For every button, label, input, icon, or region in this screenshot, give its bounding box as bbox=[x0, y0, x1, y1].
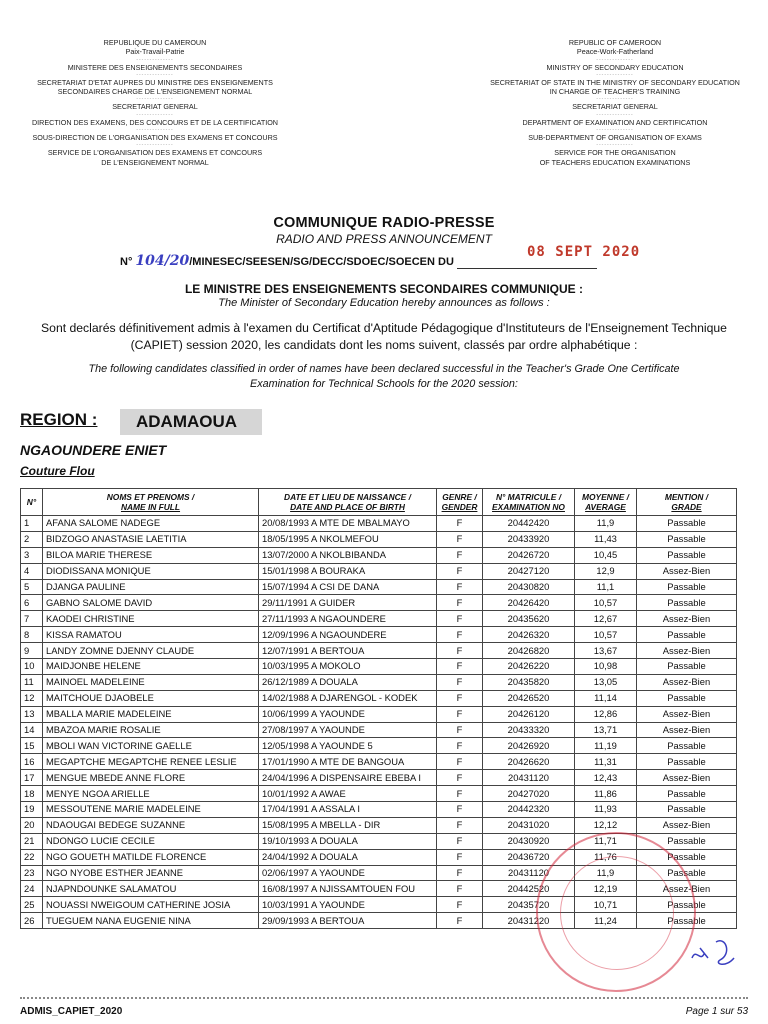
gender: F bbox=[437, 770, 483, 786]
table-row bbox=[21, 706, 737, 722]
separator: -------------- bbox=[596, 142, 634, 149]
average: 11,1 bbox=[575, 579, 637, 595]
col-average-en: AVERAGE bbox=[585, 502, 626, 512]
average: 11,31 bbox=[575, 754, 637, 770]
grade: Passable bbox=[637, 627, 737, 643]
col-average bbox=[575, 489, 637, 516]
candidate-name: MENYE NGOA ARIELLE bbox=[43, 786, 259, 802]
minister-fr: LE MINISTRE DES ENSEIGNEMENTS SECONDAIRES COMMUNIQUE : bbox=[184, 282, 584, 296]
candidate-name: GABNO SALOME DAVID bbox=[43, 595, 259, 611]
exam-number: 20426120 bbox=[483, 706, 575, 722]
candidate-name: MBOLI WAN VICTORINE GAELLE bbox=[43, 738, 259, 754]
col-grade bbox=[637, 489, 737, 516]
gender: F bbox=[437, 516, 483, 532]
exam-number: 20435720 bbox=[483, 897, 575, 913]
gender: F bbox=[437, 722, 483, 738]
col-gender-en: GENDER bbox=[441, 502, 478, 512]
average: 10,98 bbox=[575, 659, 637, 675]
table-row bbox=[21, 579, 737, 595]
birth-date-place: 15/07/1994 A CSI DE DANA bbox=[259, 579, 437, 595]
birth-date-place: 10/03/1995 A MOKOLO bbox=[259, 659, 437, 675]
service-en-2: OF TEACHERS EDUCATION EXAMINATIONS bbox=[539, 157, 691, 167]
average: 12,12 bbox=[575, 817, 637, 833]
average: 11,19 bbox=[575, 738, 637, 754]
row-number: 1 bbox=[21, 516, 43, 532]
candidate-name: LANDY ZOMNE DJENNY CLAUDE bbox=[43, 643, 259, 659]
grade: Assez-Bien bbox=[637, 881, 737, 897]
table-row bbox=[21, 674, 737, 690]
separator: -------------- bbox=[596, 111, 634, 118]
exam-number: 20426920 bbox=[483, 738, 575, 754]
exam-number: 20436720 bbox=[483, 849, 575, 865]
birth-date-place: 15/08/1995 A MBELLA - DIR bbox=[259, 817, 437, 833]
exam-number: 20433320 bbox=[483, 722, 575, 738]
header-english bbox=[470, 38, 760, 167]
grade: Assez-Bien bbox=[637, 770, 737, 786]
col-name-fr: NOMS ET PRENOMS / bbox=[106, 492, 195, 502]
ref-number: 104/20 bbox=[135, 253, 190, 269]
table-row bbox=[21, 627, 737, 643]
gender: F bbox=[437, 627, 483, 643]
row-number: 7 bbox=[21, 611, 43, 627]
table-row bbox=[21, 817, 737, 833]
gender: F bbox=[437, 913, 483, 929]
grade: Passable bbox=[637, 738, 737, 754]
row-number: 17 bbox=[21, 770, 43, 786]
separator: -------------- bbox=[596, 127, 634, 134]
exam-number: 20431220 bbox=[483, 913, 575, 929]
exam-number: 20426220 bbox=[483, 659, 575, 675]
average: 12,19 bbox=[575, 881, 637, 897]
average: 10,57 bbox=[575, 595, 637, 611]
table-row bbox=[21, 531, 737, 547]
secretariat-state-fr-2: SECONDAIRES CHARGE DE L'ENSEIGNEMENT NORMAL bbox=[57, 87, 253, 97]
row-number: 11 bbox=[21, 674, 43, 690]
average: 11,71 bbox=[575, 833, 637, 849]
gender: F bbox=[437, 563, 483, 579]
secretariat-state-en-1: SECRETARIAT OF STATE IN THE MINISTRY OF SECONDARY EDUCATION bbox=[490, 77, 740, 87]
birth-date-place: 27/11/1993 A NGAOUNDERE bbox=[259, 611, 437, 627]
candidate-name: TUEGUEM NANA EUGENIE NINA bbox=[43, 913, 259, 929]
birth-date-place: 24/04/1992 A DOUALA bbox=[259, 849, 437, 865]
announcement-fr: Sont declarés définitivement admis à l'examen du Certificat d'Aptitude Pédagogique d'Instituteurs de l'Enseignement Technique (CAPIET) session 2020, les candidats dont les noms suivent, classés par ordre alphabétique : bbox=[41, 321, 727, 352]
row-number: 6 bbox=[21, 595, 43, 611]
birth-date-place: 17/04/1991 A ASSALA I bbox=[259, 802, 437, 818]
average: 10,71 bbox=[575, 897, 637, 913]
gender: F bbox=[437, 547, 483, 563]
table-row bbox=[21, 547, 737, 563]
ministry-en: MINISTRY OF SECONDARY EDUCATION bbox=[546, 62, 684, 72]
republic-fr: REPUBLIQUE DU CAMEROUN bbox=[103, 38, 207, 47]
row-number: 8 bbox=[21, 627, 43, 643]
col-dob-fr: DATE ET LIEU DE NAISSANCE / bbox=[284, 492, 411, 502]
gender: F bbox=[437, 674, 483, 690]
col-grade-en: GRADE bbox=[671, 502, 702, 512]
separator: -------------- bbox=[596, 71, 634, 78]
exam-number: 20426820 bbox=[483, 643, 575, 659]
ministry-fr: MINISTERE DES ENSEIGNEMENTS SECONDAIRES bbox=[67, 62, 243, 72]
candidate-name: AFANA SALOME NADEGE bbox=[43, 516, 259, 532]
birth-date-place: 20/08/1993 A MTE DE MBALMAYO bbox=[259, 516, 437, 532]
exam-number: 20426620 bbox=[483, 754, 575, 770]
average: 11,24 bbox=[575, 913, 637, 929]
birth-date-place: 16/08/1997 A NJISSAMTOUEN FOU bbox=[259, 881, 437, 897]
exam-number: 20426720 bbox=[483, 547, 575, 563]
row-number: 15 bbox=[21, 738, 43, 754]
birth-date-place: 29/09/1993 A BERTOUA bbox=[259, 913, 437, 929]
row-number: 2 bbox=[21, 531, 43, 547]
col-name-en: NAME IN FULL bbox=[120, 502, 181, 512]
exam-number: 20431020 bbox=[483, 817, 575, 833]
minister-en: The Minister of Secondary Education hereby announces as follows : bbox=[218, 297, 550, 309]
row-number: 21 bbox=[21, 833, 43, 849]
separator: -------------- bbox=[136, 142, 174, 149]
table-row bbox=[21, 738, 737, 754]
candidate-name: MBAZOA MARIE ROSALIE bbox=[43, 722, 259, 738]
grade: Assez-Bien bbox=[637, 817, 737, 833]
speciality: Couture Flou bbox=[20, 464, 95, 478]
row-number: 9 bbox=[21, 643, 43, 659]
gender: F bbox=[437, 659, 483, 675]
grade: Passable bbox=[637, 802, 737, 818]
gender: F bbox=[437, 754, 483, 770]
candidate-name: NGO NYOBE ESTHER JEANNE bbox=[43, 865, 259, 881]
average: 11,14 bbox=[575, 690, 637, 706]
grade: Passable bbox=[637, 754, 737, 770]
row-number: 23 bbox=[21, 865, 43, 881]
sub-department-en: SUB-DEPARTMENT OF ORGANISATION OF EXAMS bbox=[528, 133, 702, 143]
table-row bbox=[21, 611, 737, 627]
col-name bbox=[43, 489, 259, 516]
grade: Passable bbox=[637, 595, 737, 611]
col-gender-fr: GENRE / bbox=[442, 492, 477, 502]
birth-date-place: 17/01/1990 A MTE DE BANGOUA bbox=[259, 754, 437, 770]
candidate-name: DJANGA PAULINE bbox=[43, 579, 259, 595]
row-number: 12 bbox=[21, 690, 43, 706]
candidate-name: MAINOEL MADELEINE bbox=[43, 674, 259, 690]
average: 12,9 bbox=[575, 563, 637, 579]
table-row bbox=[21, 786, 737, 802]
birth-date-place: 12/09/1996 A NGAOUNDERE bbox=[259, 627, 437, 643]
service-en-1: SERVICE FOR THE ORGANISATION bbox=[554, 148, 676, 158]
gender: F bbox=[437, 531, 483, 547]
grade: Assez-Bien bbox=[637, 674, 737, 690]
ref-body: /MINESEC/SEESEN/SG/DECC/SDOEC/SOECEN bbox=[189, 256, 435, 268]
table-row bbox=[21, 659, 737, 675]
row-number: 3 bbox=[21, 547, 43, 563]
grade: Passable bbox=[637, 897, 737, 913]
grade: Passable bbox=[637, 579, 737, 595]
exam-number: 20442320 bbox=[483, 802, 575, 818]
separator: -------------- bbox=[136, 111, 174, 118]
birth-date-place: 15/01/1998 A BOURAKA bbox=[259, 563, 437, 579]
page-subtitle: RADIO AND PRESS ANNOUNCEMENT bbox=[276, 232, 492, 246]
table-header-row bbox=[21, 489, 737, 516]
candidate-name: KISSA RAMATOU bbox=[43, 627, 259, 643]
table-row bbox=[21, 754, 737, 770]
gender: F bbox=[437, 595, 483, 611]
gender: F bbox=[437, 881, 483, 897]
exam-number: 20426420 bbox=[483, 595, 575, 611]
gender: F bbox=[437, 897, 483, 913]
grade: Assez-Bien bbox=[637, 706, 737, 722]
grade: Assez-Bien bbox=[637, 643, 737, 659]
table-row bbox=[21, 516, 737, 532]
reference-line bbox=[120, 253, 597, 269]
table-row bbox=[21, 770, 737, 786]
row-number: 22 bbox=[21, 849, 43, 865]
birth-date-place: 12/07/1991 A BERTOUA bbox=[259, 643, 437, 659]
table-row bbox=[21, 802, 737, 818]
footer-divider bbox=[20, 997, 748, 999]
row-number: 18 bbox=[21, 786, 43, 802]
grade: Passable bbox=[637, 833, 737, 849]
table-row bbox=[21, 690, 737, 706]
gender: F bbox=[437, 643, 483, 659]
col-dob bbox=[259, 489, 437, 516]
exam-number: 20431120 bbox=[483, 770, 575, 786]
grade: Assez-Bien bbox=[637, 722, 737, 738]
separator: -------------- bbox=[596, 56, 634, 63]
row-number: 25 bbox=[21, 897, 43, 913]
col-no: N° bbox=[21, 489, 43, 516]
grade: Assez-Bien bbox=[637, 611, 737, 627]
exam-number: 20435620 bbox=[483, 611, 575, 627]
signature-mark bbox=[686, 928, 756, 972]
secretariat-general-fr: SECRETARIAT GENERAL bbox=[112, 102, 198, 112]
row-number: 13 bbox=[21, 706, 43, 722]
grade: Passable bbox=[637, 547, 737, 563]
gender: F bbox=[437, 849, 483, 865]
average: 12,86 bbox=[575, 706, 637, 722]
birth-date-place: 10/06/1999 A YAOUNDE bbox=[259, 706, 437, 722]
grade: Passable bbox=[637, 531, 737, 547]
candidate-name: MENGUE MBEDE ANNE FLORE bbox=[43, 770, 259, 786]
grade: Passable bbox=[637, 786, 737, 802]
official-stamp bbox=[536, 832, 696, 992]
average: 13,67 bbox=[575, 643, 637, 659]
average: 11,93 bbox=[575, 802, 637, 818]
exam-number: 20426520 bbox=[483, 690, 575, 706]
average: 11,76 bbox=[575, 849, 637, 865]
gender: F bbox=[437, 802, 483, 818]
direction-fr: DIRECTION DES EXAMENS, DES CONCOURS ET DE LA CERTIFICATION bbox=[31, 117, 278, 127]
separator: -------------- bbox=[136, 96, 174, 103]
secretariat-state-fr-1: SECRETARIAT D'ETAT AUPRES DU MINISTRE DES ENSEIGNEMENTS bbox=[37, 77, 273, 87]
birth-date-place: 14/02/1988 A DJARENGOL - KODEK bbox=[259, 690, 437, 706]
candidate-name: MESSOUTENE MARIE MADELEINE bbox=[43, 802, 259, 818]
birth-date-place: 10/03/1991 A YAOUNDE bbox=[259, 897, 437, 913]
motto-en: Peace-Work-Fatherland bbox=[576, 47, 654, 57]
average: 11,9 bbox=[575, 865, 637, 881]
gender: F bbox=[437, 833, 483, 849]
exam-number: 20442520 bbox=[483, 881, 575, 897]
birth-date-place: 19/10/1993 A DOUALA bbox=[259, 833, 437, 849]
gender: F bbox=[437, 738, 483, 754]
grade: Passable bbox=[637, 913, 737, 929]
birth-date-place: 26/12/1989 A DOUALA bbox=[259, 674, 437, 690]
row-number: 4 bbox=[21, 563, 43, 579]
col-gender bbox=[437, 489, 483, 516]
title-block bbox=[0, 215, 768, 246]
exam-number: 20435820 bbox=[483, 674, 575, 690]
average: 10,45 bbox=[575, 547, 637, 563]
separator: -------------- bbox=[136, 71, 174, 78]
average: 12,43 bbox=[575, 770, 637, 786]
region-name: ADAMAOUA bbox=[120, 409, 262, 435]
gender: F bbox=[437, 611, 483, 627]
stamp-inner-ring bbox=[560, 856, 674, 970]
exam-number: 20431120 bbox=[483, 865, 575, 881]
grade: Passable bbox=[637, 690, 737, 706]
candidate-name: BILOA MARIE THERESE bbox=[43, 547, 259, 563]
grade: Passable bbox=[637, 849, 737, 865]
average: 12,67 bbox=[575, 611, 637, 627]
table-row bbox=[21, 722, 737, 738]
birth-date-place: 13/07/2000 A NKOLBIBANDA bbox=[259, 547, 437, 563]
table-row bbox=[21, 643, 737, 659]
exam-number: 20427120 bbox=[483, 563, 575, 579]
sub-direction-fr: SOUS-DIRECTION DE L'ORGANISATION DES EXAMENS ET CONCOURS bbox=[32, 133, 278, 143]
announcement-en: The following candidates classified in order of names have been declared successful in the Teacher's Grade One Certificate Examination for Technical Schools for the 2020 session: bbox=[88, 363, 680, 390]
region-label: REGION : bbox=[20, 410, 98, 429]
service-fr-1: SERVICE DE L'ORGANISATION DES EXAMENS ET CONCOURS bbox=[47, 148, 263, 158]
row-number: 16 bbox=[21, 754, 43, 770]
birth-date-place: 12/05/1998 A YAOUNDE 5 bbox=[259, 738, 437, 754]
footer-document-id: ADMIS_CAPIET_2020 bbox=[20, 1006, 123, 1017]
candidate-name: MEGAPTCHE MEGAPTCHE RENEE LESLIE bbox=[43, 754, 259, 770]
birth-date-place: 29/11/1991 A GUIDER bbox=[259, 595, 437, 611]
candidate-name: KAODEI CHRISTINE bbox=[43, 611, 259, 627]
birth-date-place: 02/06/1997 A YAOUNDE bbox=[259, 865, 437, 881]
exam-number: 20430820 bbox=[483, 579, 575, 595]
row-number: 5 bbox=[21, 579, 43, 595]
exam-number: 20427020 bbox=[483, 786, 575, 802]
gender: F bbox=[437, 706, 483, 722]
candidate-name: NJAPNDOUNKE SALAMATOU bbox=[43, 881, 259, 897]
gender: F bbox=[437, 690, 483, 706]
row-number: 20 bbox=[21, 817, 43, 833]
table-row bbox=[21, 595, 737, 611]
footer-page-number: Page 1 sur 53 bbox=[685, 1006, 748, 1017]
average: 11,43 bbox=[575, 531, 637, 547]
grade: Passable bbox=[637, 659, 737, 675]
exam-number: 20426320 bbox=[483, 627, 575, 643]
average: 10,57 bbox=[575, 627, 637, 643]
col-matricule-en: EXAMINATION NO bbox=[492, 502, 565, 512]
average: 13,71 bbox=[575, 722, 637, 738]
ref-prefix: N° bbox=[120, 256, 133, 268]
separator: -------------- bbox=[136, 56, 174, 63]
col-matricule bbox=[483, 489, 575, 516]
gender: F bbox=[437, 786, 483, 802]
motto-fr: Paix-Travail-Patrie bbox=[125, 47, 185, 57]
separator: -------------- bbox=[136, 127, 174, 134]
average: 13,05 bbox=[575, 674, 637, 690]
birth-date-place: 27/08/1997 A YAOUNDE bbox=[259, 722, 437, 738]
row-number: 14 bbox=[21, 722, 43, 738]
department-en: DEPARTMENT OF EXAMINATION AND CERTIFICATION bbox=[522, 117, 708, 127]
minister-statement bbox=[0, 282, 768, 309]
candidate-name: MAITCHOUE DJAOBELE bbox=[43, 690, 259, 706]
candidate-name: DIODISSANA MONIQUE bbox=[43, 563, 259, 579]
col-grade-fr: MENTION / bbox=[664, 492, 709, 502]
average: 11,9 bbox=[575, 516, 637, 532]
exam-centre: NGAOUNDERE ENIET bbox=[20, 442, 167, 458]
grade: Assez-Bien bbox=[637, 563, 737, 579]
candidate-name: MAIDJONBE HELENE bbox=[43, 659, 259, 675]
gender: F bbox=[437, 817, 483, 833]
gender: F bbox=[437, 865, 483, 881]
average: 11,86 bbox=[575, 786, 637, 802]
col-matricule-fr: N° MATRICULE / bbox=[495, 492, 562, 502]
ref-du: DU bbox=[438, 256, 454, 268]
table-row bbox=[21, 563, 737, 579]
birth-date-place: 10/01/1992 A AWAE bbox=[259, 786, 437, 802]
candidate-name: NDAOUGAI BEDEGE SUZANNE bbox=[43, 817, 259, 833]
header-french bbox=[10, 38, 300, 167]
gender: F bbox=[437, 579, 483, 595]
col-average-fr: MOYENNE / bbox=[582, 492, 629, 502]
grade: Passable bbox=[637, 865, 737, 881]
candidate-name: NOUASSI NWEIGOUM CATHERINE JOSIA bbox=[43, 897, 259, 913]
announcement-date: 08 SEPT 2020 bbox=[527, 244, 641, 260]
birth-date-place: 18/05/1995 A NKOLMEFOU bbox=[259, 531, 437, 547]
col-dob-en: DATE AND PLACE OF BIRTH bbox=[290, 502, 405, 512]
row-number: 24 bbox=[21, 881, 43, 897]
secretariat-general-en: SECRETARIAT GENERAL bbox=[572, 102, 658, 112]
exam-number: 20430920 bbox=[483, 833, 575, 849]
secretariat-state-en-2: IN CHARGE OF TEACHER'S TRAINING bbox=[549, 87, 681, 97]
page-title: COMMUNIQUE RADIO-PRESSE bbox=[273, 215, 495, 231]
service-fr-2: DE L'ENSEIGNEMENT NORMAL bbox=[101, 157, 209, 167]
candidate-name: MBALLA MARIE MADELEINE bbox=[43, 706, 259, 722]
grade: Passable bbox=[637, 516, 737, 532]
exam-number: 20433920 bbox=[483, 531, 575, 547]
separator: -------------- bbox=[596, 96, 634, 103]
republic-en: REPUBLIC OF CAMEROON bbox=[568, 38, 662, 47]
exam-number: 20442420 bbox=[483, 516, 575, 532]
candidate-name: NDONGO LUCIE CECILE bbox=[43, 833, 259, 849]
birth-date-place: 24/04/1996 A DISPENSAIRE EBEBA I bbox=[259, 770, 437, 786]
row-number: 10 bbox=[21, 659, 43, 675]
candidate-name: BIDZOGO ANASTASIE LAETITIA bbox=[43, 531, 259, 547]
candidate-name: NGO GOUETH MATILDE FLORENCE bbox=[43, 849, 259, 865]
row-number: 26 bbox=[21, 913, 43, 929]
row-number: 19 bbox=[21, 802, 43, 818]
